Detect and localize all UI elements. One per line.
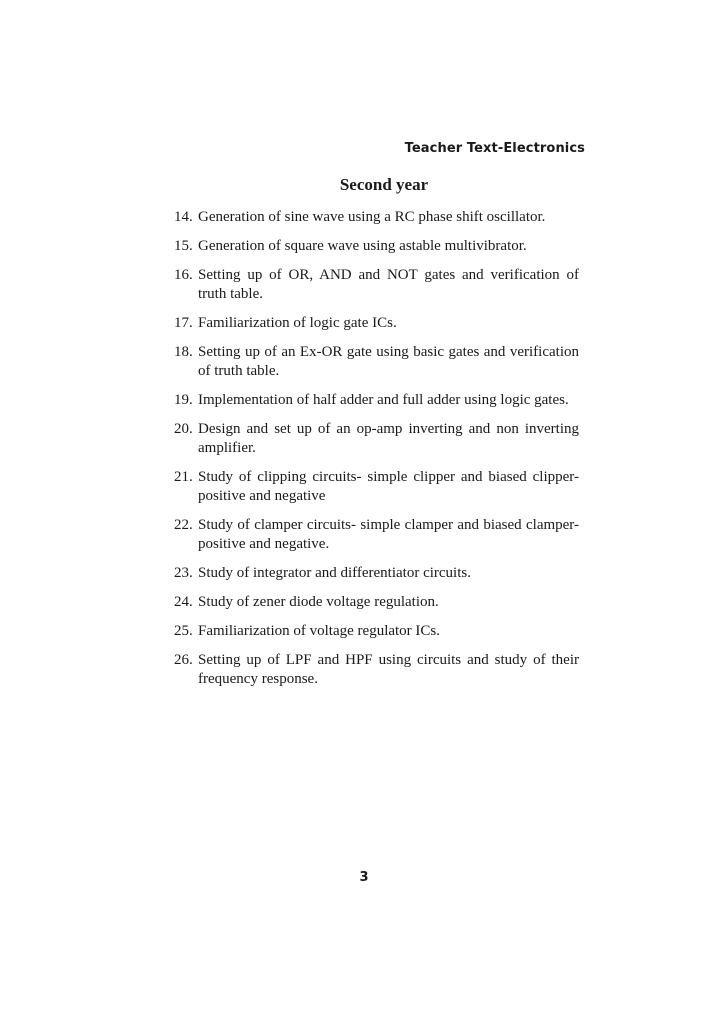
item-number: 20.: [174, 421, 193, 437]
item-text: Study of integrator and differentiator circuits.: [198, 565, 471, 581]
item-text: Study of clamper circuits- simple clamper and biased clamper- positive and negative.: [198, 517, 579, 552]
item-text: Familiarization of voltage regulator ICs.: [198, 623, 441, 639]
list-item: [174, 593, 579, 612]
list-item: [174, 391, 579, 410]
item-number: 15.: [174, 238, 193, 254]
item-text: Setting up of OR, AND and NOT gates and verification of truth table.: [198, 267, 579, 302]
list-item: [174, 468, 579, 506]
item-number: 23.: [174, 565, 193, 581]
item-text: Design and set up of an op-amp inverting and non inverting amplifier.: [198, 421, 579, 456]
item-number: 26.: [174, 652, 193, 668]
list-item: [174, 266, 579, 304]
item-text: Generation of square wave using astable multivibrator.: [198, 238, 527, 254]
item-number: 17.: [174, 315, 193, 331]
list-item: [174, 516, 579, 554]
list-item: [174, 651, 579, 689]
list-item: [174, 237, 579, 256]
item-text: Setting up of an Ex-OR gate using basic gates and verification of truth table.: [198, 344, 579, 379]
item-number: 22.: [174, 517, 193, 533]
item-number: 14.: [174, 209, 193, 225]
item-text: Study of zener diode voltage regulation.: [198, 594, 439, 610]
experiment-list: [174, 208, 579, 699]
running-header: Teacher Text-Electronics: [404, 141, 585, 156]
item-number: 24.: [174, 594, 193, 610]
item-number: 21.: [174, 469, 193, 485]
item-text: Study of clipping circuits- simple clipper and biased clipper- positive and negative: [198, 469, 579, 504]
list-item: [174, 314, 579, 333]
item-number: 18.: [174, 344, 193, 360]
item-number: 19.: [174, 392, 193, 408]
list-item: [174, 208, 579, 227]
page-number: 3: [359, 870, 369, 885]
section-title: Second year: [339, 175, 429, 194]
list-item: [174, 420, 579, 458]
item-text: Familiarization of logic gate ICs.: [198, 315, 397, 331]
item-number: 25.: [174, 623, 193, 639]
item-text: Setting up of LPF and HPF using circuits and study of their frequency response.: [198, 652, 579, 687]
item-text: Generation of sine wave using a RC phase shift oscillator.: [198, 209, 546, 225]
list-item: [174, 564, 579, 583]
list-item: [174, 622, 579, 641]
list-item: [174, 343, 579, 381]
item-number: 16.: [174, 267, 193, 283]
item-text: Implementation of half adder and full adder using logic gates.: [198, 392, 569, 408]
